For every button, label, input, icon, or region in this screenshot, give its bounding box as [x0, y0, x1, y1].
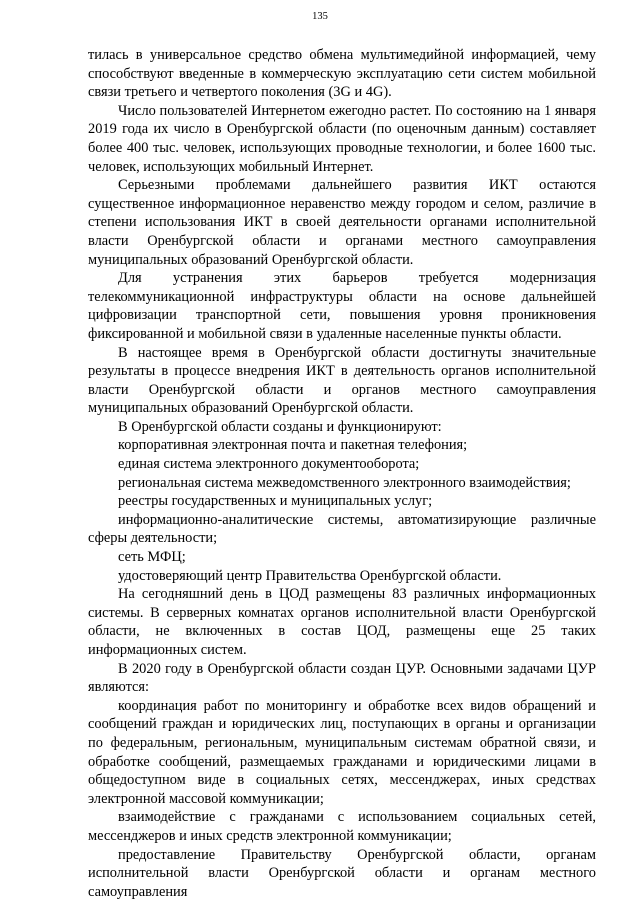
paragraph: В настоящее время в Оренбургской области достигнуты значительные результаты в процессе внедрения ИКТ в деятельность органов исполнительной власти Оренбургской области и органов местного самоуправления муниципальных образований Оренбургской области. — [88, 344, 596, 417]
paragraph: Число пользователей Интернетом ежегодно растет. По состоянию на 1 января 2019 года их число в Оренбургской области (по оценочным данным) составляет более 400 тыс. человек, использующих проводные технологии, и более 1600 тыс. человек, использующих мобильный Интернет. — [88, 102, 596, 175]
page-number: 135 — [312, 11, 328, 22]
paragraph: На сегодняшний день в ЦОД размещены 83 различных информационных системы. В серверных комнатах органов исполнительной власти Оренбургской области, не включенных в состав ЦОД, размещены еще 25 таких информационных систем. — [88, 586, 596, 658]
list-item: удостоверяющий центр Правительства Оренбургской области. — [118, 567, 502, 584]
document-body — [88, 46, 596, 901]
paragraph: В 2020 году в Оренбургской области создан ЦУР. Основными задачами ЦУР являются: — [88, 660, 596, 696]
list-item: реестры государственных и муниципальных услуг; — [118, 493, 433, 510]
list-item: информационно-аналитические системы, автоматизирующие различные сферы деятельности; — [88, 511, 596, 547]
list-item: координация работ по мониторингу и обработке всех видов обращений и сообщений граждан и юридических лиц, поступающих в органы и организации по федеральным, региональным, муниципальным системам обратной связи, и обработке сообщений, размещаемых гражданами и юридическими лицами в общедоступном виде в социальных сетях, мессенджерах, иных средствах электронной массовой коммуникации; — [88, 697, 596, 807]
list-item: корпоративная электронная почта и пакетная телефония; — [118, 437, 468, 454]
paragraph: Для устранения этих барьеров требуется модернизация телекоммуникационной инфраструктуры области на основе дальнейшей цифровизации транспортной сети, повышения уровня проникновения фиксированной и мобильной связи в удаленные населенные пункты области. — [88, 270, 596, 342]
paragraph: тилась в универсальное средство обмена мультимедийной информацией, чему способствуют введенные в коммерческую эксплуатацию сети систем мобильной связи третьего и четвертого поколения (3G и 4G). — [88, 47, 596, 101]
list-item: взаимодействие с гражданами с использованием социальных сетей, мессенджеров и иных средств электронной коммуникации; — [88, 809, 596, 844]
paragraph: В Оренбургской области созданы и функционируют: — [118, 418, 442, 435]
list-item: сеть МФЦ; — [118, 549, 186, 566]
paragraph: Серьезными проблемами дальнейшего развития ИКТ остаются существенное информационное неравенство между городом и селом, различие в степени использования ИКТ в своей деятельности органами исполнительной власти Оренбургской области и органами местного самоуправления муниципальных образований Оренбургской области. — [88, 177, 596, 268]
list-item: предоставление Правительству Оренбургской области, органам исполнительной власти Оренбургской области и органам местного самоуправления — [88, 846, 596, 900]
list-item: единая система электронного документооборота; — [118, 456, 420, 473]
list-item: региональная система межведомственного электронного взаимодействия; — [118, 474, 571, 491]
